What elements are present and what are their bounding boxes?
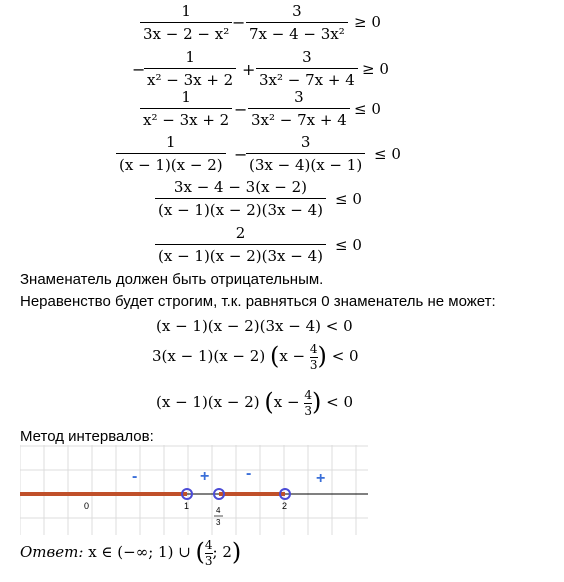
line4-fraction-a: 1 (x − 1)(x − 2) [116,133,226,174]
line3-operator: − [234,100,248,119]
combined2-relation: ≤ 0 [335,236,362,254]
answer: Ответ: x ∈ (−∞; 1) ∪ ( $\frac{4}{3}$ ; 2) [20,537,242,568]
line2-relation: ≥ 0 [362,60,389,78]
line3-fraction-a: 1 x² − 3x + 2 [140,88,232,129]
sign-interval-4: + [316,470,326,487]
line4-fraction-b: 3 (3x − 4)(x − 1) [246,133,365,174]
line2-operator: + [242,60,256,79]
tick-label-two: 2 [282,501,288,511]
line1-fraction-b: 3 7x − 4 − 3x² [246,2,348,43]
text-strict-inequality: Неравенство будет строгим, т.к. равняться 0 знаменатель не может: [20,293,496,310]
text-denominator-negative: Знаменатель должен быть отрицательным. [20,271,324,288]
line4-operator: − [234,145,248,164]
line1-fraction-a: 1 3x − 2 − x² [140,2,232,43]
line3-fraction-b: 3 3x² − 7x + 4 [248,88,350,129]
line2-fraction-a: 1 x² − 3x + 2 [144,48,236,89]
tick-label-one: 1 [184,501,190,511]
line2-prefix: − [132,60,146,79]
inequality-3: (x − 1)(x − 2) (x − $\frac{4}{3}$ ) < 0 [156,387,354,418]
line3-relation: ≤ 0 [354,100,381,118]
line1-relation: ≥ 0 [354,13,381,31]
text-interval-method: Метод интервалов: [20,428,154,445]
sign-interval-3: - [246,465,252,482]
line2-fraction-b: 3 3x² − 7x + 4 [256,48,358,89]
interval-number-line [20,445,370,535]
combined1-fraction: 3x − 4 − 3(x − 2) (x − 1)(x − 2)(3x − 4) [155,178,326,219]
combined2-fraction: 2 (x − 1)(x − 2)(3x − 4) [155,224,326,265]
line1-operator: − [232,13,246,32]
combined1-relation: ≤ 0 [335,190,362,208]
sign-interval-1: - [132,468,138,485]
tick-label-three: 3 [216,518,221,527]
inequality-1: (x − 1)(x − 2)(3x − 4) < 0 [156,317,353,335]
tick-label-zero: 0 [84,501,90,511]
inequality-2: 3(x − 1)(x − 2) (x − $\frac{4}{3}$ ) < 0 [152,341,359,372]
tick-label-four: 4 [216,506,221,515]
interval-grid [20,445,368,535]
sign-interval-2: + [200,468,210,485]
line4-relation: ≤ 0 [374,145,401,163]
